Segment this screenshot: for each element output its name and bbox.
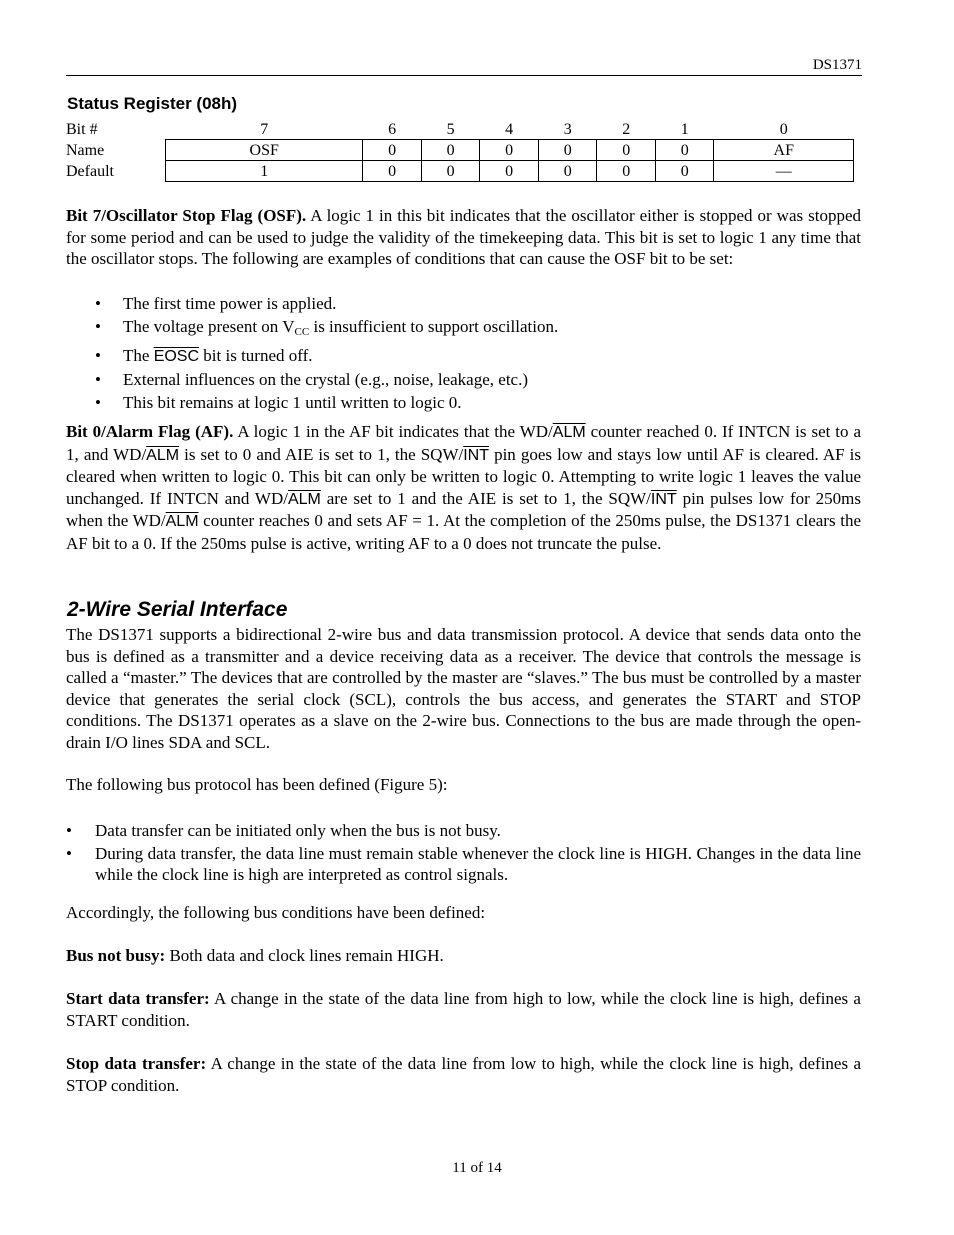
stop-transfer-paragraph: Stop data transfer: A change in the state of the data line from low to high, while the clock line is high, defines a STOP condition. xyxy=(66,1054,861,1095)
bit-name: 0 xyxy=(538,140,597,161)
bus-not-busy-label: Bus not busy: xyxy=(66,946,166,965)
conditions-intro: Accordingly, the following bus conditions have been defined: xyxy=(66,903,486,922)
bit-name: 0 xyxy=(421,140,480,161)
row-label: Bit # xyxy=(66,120,98,138)
stop-transfer-label: Stop data transfer: xyxy=(66,1054,207,1073)
bit-name: 0 xyxy=(363,140,422,161)
bit-number: 4 xyxy=(505,120,514,138)
list-item: • The first time power is applied. xyxy=(95,294,337,313)
bullet-glyph: • xyxy=(66,821,72,840)
eosc-signal: EOSC xyxy=(153,348,200,365)
bullet-glyph: • xyxy=(66,843,72,863)
bullet-glyph: • xyxy=(95,294,101,313)
list-item: • External influences on the crystal (e.g., noise, leakage, etc.) xyxy=(95,370,528,389)
section-title: 2-Wire Serial Interface xyxy=(67,598,288,621)
start-transfer-paragraph: Start data transfer: A change in the state of the data line from high to low, while the clock line is high, defines a START condition. xyxy=(66,989,861,1030)
bit-name: AF xyxy=(714,140,854,161)
bit-number: 2 xyxy=(622,120,631,138)
alm-signal: $\overline{ALM}$ xyxy=(287,490,321,508)
af-paragraph: Bit 0/Alarm Flag (AF). A logic 1 in the AF bit indicates that the $WD/\overline{ALM}$ counter reached 0. If INTCN is set to a 1, and $WD/\overline{ALM}$ is set to 0 and AIE is set to 1, the SQW/$\overline{INT}$ pin goes low and stays low until AF is cleared. AF is cleared when written to logic 0. This bit can only be written to logic 0. Attempting to write logic 1 leaves the value unchanged. If INTCN and $WD/\overline{ALM}$ are set to 1 and the AIE is set to 1, the SQW/$\overline{INT}$ pin pulses low for 250ms when the $WD/\overline{ALM}$ counter reaches 0 and sets AF = 1. At the completion of the 250ms pulse, the DS1371 clears the AF bit to a 0. If the 250ms pulse is active, writing AF to a 0 does not truncate the pulse. xyxy=(66,422,861,553)
bit-default: 0 xyxy=(597,161,656,182)
row-label: Name xyxy=(66,141,105,159)
bullet-glyph: • xyxy=(95,370,101,389)
bit-default: 0 xyxy=(421,161,480,182)
vcc-subscript: CC xyxy=(294,326,310,338)
bus-not-busy-paragraph: Bus not busy: Both data and clock lines remain HIGH. xyxy=(66,946,444,965)
bit-default: 0 xyxy=(363,161,422,182)
serial-intro-paragraph: The DS1371 supports a bidirectional 2-wire bus and data transmission protocol. A device that sends data onto the bus is defined as a transmitter and a device receiving data as a receiver. The device that controls the message is called a “master.” The devices that are controlled by the master are “slaves.” The bus must be controlled by a master device that generates the serial clock (SCL), controls the bus access, and generates the START and STOP conditions. The DS1371 operates as a slave on the 2-wire bus. Connections to the bus are made through the open-drain I/O lines SDA and SCL. xyxy=(66,625,861,752)
list-item: • This bit remains at logic 1 until written to logic 0. xyxy=(95,393,462,412)
bit-name-row xyxy=(66,140,854,161)
bullet-glyph: • xyxy=(95,393,101,412)
start-transfer-label: Start data transfer: xyxy=(66,989,210,1008)
osf-body: A logic 1 in this bit indicates that the oscillator either is stopped or was stopped for some period and can be used to judge the validity of the timekeeping data. This bit is set to logic 1 any time that the oscillator stops. The following are examples of conditions that can cause the OSF bit to be set: xyxy=(66,206,861,269)
bit-default: 1 xyxy=(166,161,363,182)
osf-conditions-list xyxy=(95,292,855,414)
list-item: • During data transfer, the data line must remain stable whenever the clock line is HIGH. Changes in the data line while the clock line is high are interpreted as control signals. xyxy=(66,843,861,885)
int-signal: $\overline{INT}$ xyxy=(650,490,677,508)
page-number: 11 of 14 xyxy=(452,1160,502,1176)
protocol-intro: The following bus protocol has been defined (Figure 5): xyxy=(66,775,448,794)
bit-number-row xyxy=(66,119,854,140)
bit-number: 3 xyxy=(563,120,572,138)
header-rule xyxy=(66,75,862,76)
osf-paragraph xyxy=(66,205,861,270)
bit-name: 0 xyxy=(480,140,539,161)
bit-number: 0 xyxy=(779,120,788,138)
alm-signal: $\overline{ALM}$ xyxy=(552,424,586,441)
document-id: DS1371 xyxy=(812,57,862,73)
bit-name: OSF xyxy=(166,140,363,161)
bit-default-row xyxy=(66,161,854,182)
list-item: • The voltage present on $V_{CC}$ is insufficient to support oscillation. xyxy=(95,317,559,338)
status-register-table xyxy=(66,119,854,182)
bit-name: 0 xyxy=(597,140,656,161)
register-title: Status Register (08h) xyxy=(67,94,238,113)
row-label: Default xyxy=(66,162,114,180)
osf-heading: Bit 7/Oscillator Stop Flag (OSF). xyxy=(66,206,307,225)
bit-number: 5 xyxy=(446,120,455,138)
alm-signal: $\overline{ALM}$ xyxy=(165,513,199,531)
bit-default: 0 xyxy=(655,161,714,182)
alm-signal: $\overline{ALM}$ xyxy=(146,446,180,464)
int-signal: $\overline{INT}$ xyxy=(463,446,490,464)
bit-default: — xyxy=(714,161,854,182)
list-item: • Data transfer can be initiated only when the bus is not busy. xyxy=(66,821,501,840)
bit-number: 7 xyxy=(260,120,269,138)
bit-number: 1 xyxy=(680,120,689,138)
bullet-glyph: • xyxy=(95,346,101,365)
bit-number: 6 xyxy=(388,120,397,138)
list-item: • The EOSC bit is turned off. xyxy=(95,346,313,365)
protocol-list xyxy=(66,820,861,886)
bullet-glyph: • xyxy=(95,317,101,336)
bit-default: 0 xyxy=(480,161,539,182)
bit-default: 0 xyxy=(538,161,597,182)
bit-name: 0 xyxy=(655,140,714,161)
af-heading: Bit 0/Alarm Flag (AF). xyxy=(66,422,234,441)
